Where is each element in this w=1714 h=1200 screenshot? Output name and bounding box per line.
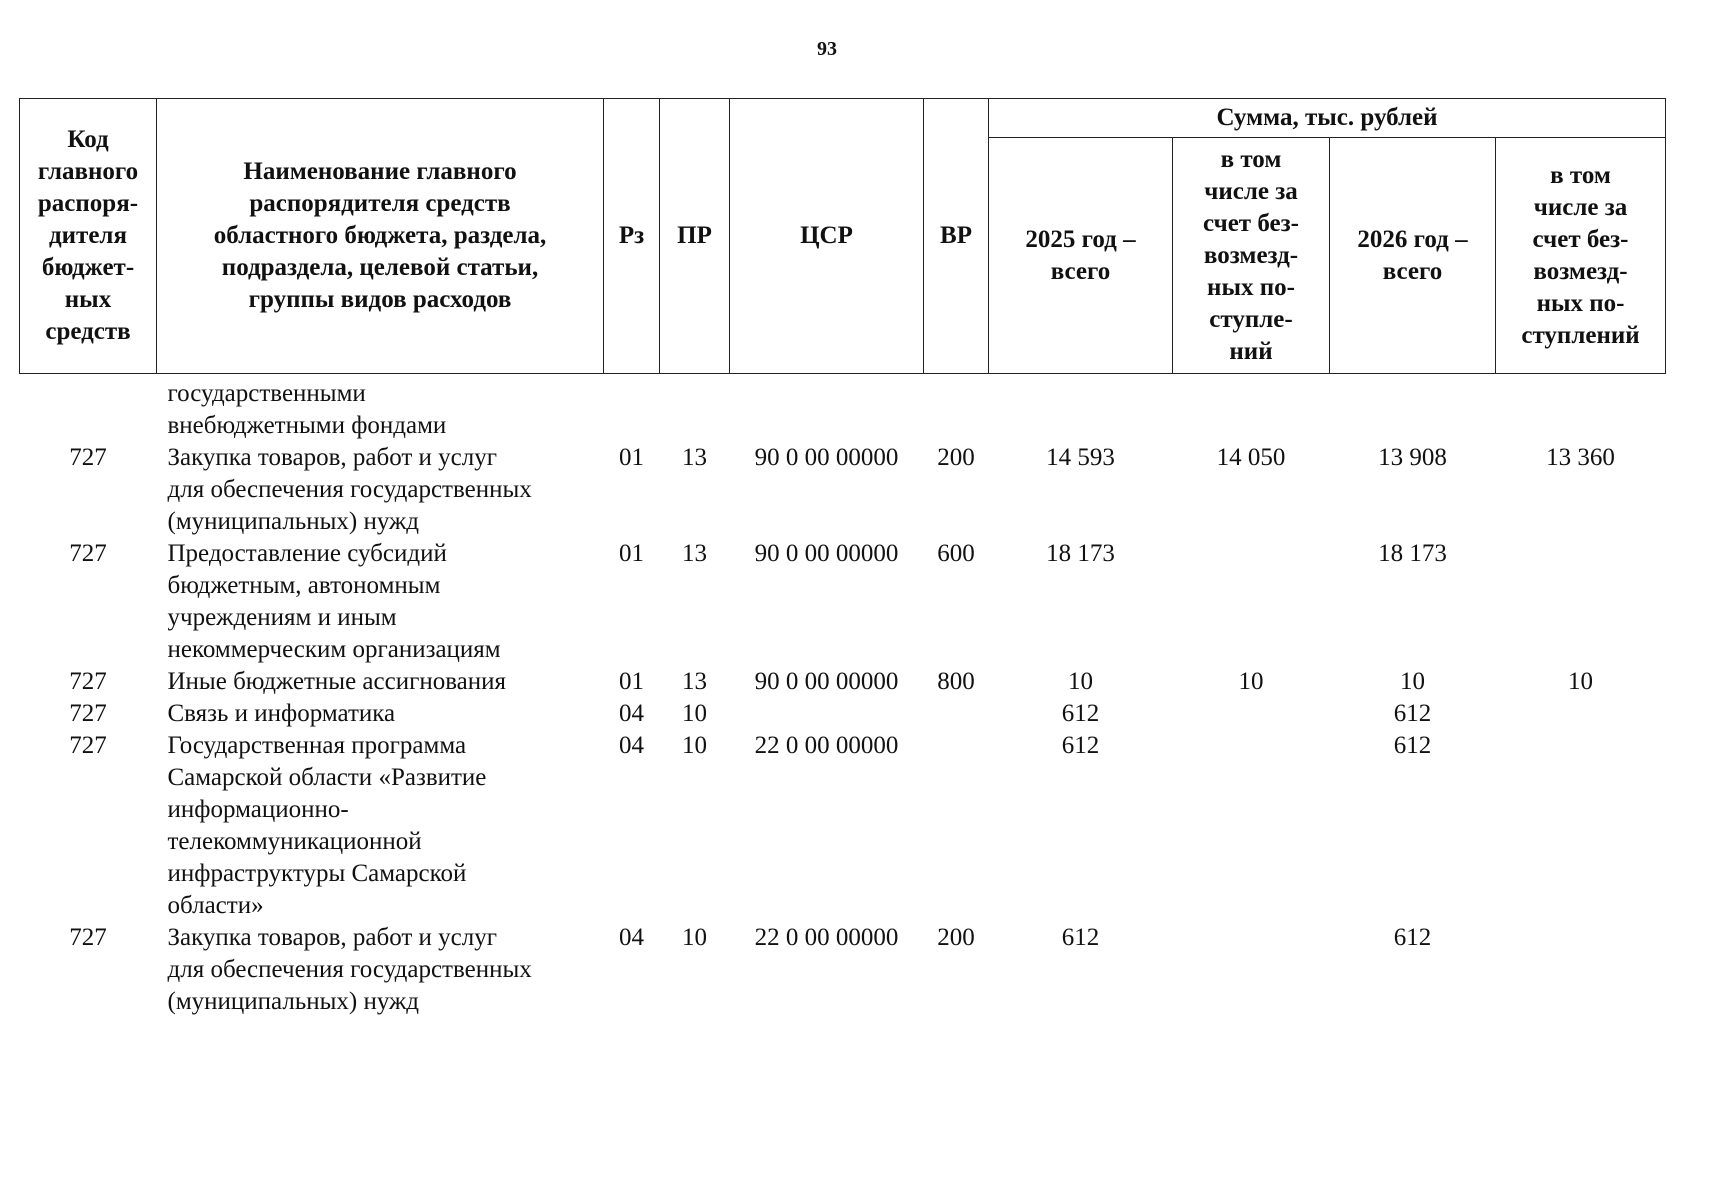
cell-vr: 800 bbox=[937, 668, 975, 695]
cell-2025-gratuitous: 10 bbox=[1238, 668, 1264, 695]
cell-2025-total bbox=[989, 374, 1173, 443]
cell-2026-total: 612 bbox=[1393, 924, 1432, 951]
table-row bbox=[20, 698, 1666, 730]
cell-2026-gratuitous bbox=[1496, 374, 1666, 443]
header-2025-gratuitous: в том числе за счет без- возмезд- ных по- ступле- ний bbox=[1173, 138, 1330, 374]
cell-name: Государственная программа Самарской области «Развитие информационно- телекоммуникационной инфраструктуры Самарской области» bbox=[167, 732, 487, 919]
cell-name: Иные бюджетные ассигнования bbox=[167, 668, 507, 695]
cell-name: Закупка товаров, работ и услуг для обеспечения государственных (муниципальных) нужд bbox=[167, 924, 532, 1015]
cell-csr bbox=[730, 698, 924, 730]
cell-2025-total: 10 bbox=[1068, 668, 1093, 695]
cell-code: 727 bbox=[69, 540, 107, 567]
cell-name: Закупка товаров, работ и услуг для обеспечения государственных (муниципальных) нужд bbox=[167, 444, 532, 535]
cell-name: Связь и информатика bbox=[167, 700, 396, 727]
cell-pr: 13 bbox=[682, 444, 707, 471]
cell-code bbox=[20, 374, 157, 443]
cell-2025-gratuitous bbox=[1173, 730, 1330, 922]
cell-2026-total: 13 908 bbox=[1378, 444, 1447, 471]
cell-vr: 200 bbox=[937, 924, 975, 951]
cell-2026-gratuitous bbox=[1496, 538, 1666, 666]
table-row bbox=[20, 922, 1666, 1018]
header-2025-total: 2025 год – всего bbox=[989, 138, 1173, 374]
cell-name: государственными внебюджетными фондами bbox=[167, 380, 447, 439]
header-name: Наименование главного распорядителя средств областного бюджета, раздела, подраздела, целевой статьи, группы видов расходов bbox=[157, 99, 604, 374]
cell-rz: 01 bbox=[619, 540, 644, 567]
cell-code: 727 bbox=[69, 668, 107, 695]
cell-2025-gratuitous bbox=[1173, 374, 1330, 443]
cell-code: 727 bbox=[69, 924, 107, 951]
cell-2025-gratuitous bbox=[1173, 922, 1330, 1018]
cell-code: 727 bbox=[69, 444, 107, 471]
cell-csr: 90 0 00 00000 bbox=[754, 540, 899, 567]
page-number: 93 bbox=[817, 38, 837, 60]
cell-rz: 04 bbox=[619, 732, 644, 759]
cell-rz: 01 bbox=[619, 444, 644, 471]
cell-pr: 13 bbox=[682, 668, 707, 695]
cell-pr: 10 bbox=[682, 732, 707, 759]
cell-name: Предоставление субсидий бюджетным, автономным учреждениям и иным некоммерческим организациям bbox=[167, 540, 501, 663]
cell-pr: 13 bbox=[682, 540, 707, 567]
header-2026-gratuitous: в том числе за счет без- возмезд- ных по- ступлений bbox=[1496, 138, 1666, 374]
cell-2025-total: 612 bbox=[1061, 700, 1100, 727]
cell-2026-gratuitous: 13 360 bbox=[1546, 444, 1615, 471]
cell-csr: 90 0 00 00000 bbox=[754, 668, 899, 695]
cell-2025-total: 612 bbox=[1061, 732, 1100, 759]
cell-rz: 04 bbox=[619, 924, 644, 951]
cell-pr bbox=[660, 374, 730, 443]
cell-2025-gratuitous bbox=[1173, 538, 1330, 666]
cell-2026-gratuitous bbox=[1496, 922, 1666, 1018]
cell-csr: 22 0 00 00000 bbox=[754, 924, 899, 951]
budget-table bbox=[19, 98, 1666, 1018]
header-vr: ВР bbox=[924, 99, 989, 374]
cell-2026-total: 18 173 bbox=[1378, 540, 1447, 567]
header-csr: ЦСР bbox=[730, 99, 924, 374]
table-row bbox=[20, 374, 1666, 443]
cell-vr: 200 bbox=[937, 444, 975, 471]
table-row bbox=[20, 666, 1666, 698]
cell-pr: 10 bbox=[682, 924, 707, 951]
cell-2026-total bbox=[1330, 374, 1496, 443]
cell-2026-gratuitous: 10 bbox=[1568, 668, 1594, 695]
cell-2026-gratuitous bbox=[1496, 730, 1666, 922]
header-pr: ПР bbox=[660, 99, 730, 374]
cell-code: 727 bbox=[69, 732, 107, 759]
cell-vr bbox=[924, 374, 989, 443]
cell-code: 727 bbox=[69, 700, 107, 727]
table-row bbox=[20, 730, 1666, 922]
cell-rz: 04 bbox=[619, 700, 644, 727]
table-body bbox=[20, 374, 1666, 1019]
cell-pr: 10 bbox=[682, 700, 707, 727]
cell-2025-gratuitous: 14 050 bbox=[1216, 444, 1286, 471]
cell-2026-total: 612 bbox=[1393, 732, 1432, 759]
cell-vr bbox=[924, 698, 989, 730]
table-row bbox=[20, 538, 1666, 666]
header-rz: Рз bbox=[604, 99, 660, 374]
header-2026-total: 2026 год – всего bbox=[1330, 138, 1496, 374]
cell-rz bbox=[604, 374, 660, 443]
cell-csr: 90 0 00 00000 bbox=[754, 444, 899, 471]
cell-vr bbox=[924, 730, 989, 922]
cell-2026-total: 10 bbox=[1400, 668, 1425, 695]
cell-2025-gratuitous bbox=[1173, 698, 1330, 730]
cell-vr: 600 bbox=[937, 540, 975, 567]
cell-2025-total: 14 593 bbox=[1046, 444, 1115, 471]
cell-2026-gratuitous bbox=[1496, 698, 1666, 730]
cell-2026-total: 612 bbox=[1393, 700, 1432, 727]
cell-2025-total: 612 bbox=[1061, 924, 1100, 951]
header-sum: Сумма, тыс. рублей bbox=[989, 99, 1666, 138]
table-row bbox=[20, 442, 1666, 538]
cell-csr: 22 0 00 00000 bbox=[754, 732, 899, 759]
cell-2025-total: 18 173 bbox=[1046, 540, 1115, 567]
cell-rz: 01 bbox=[619, 668, 644, 695]
header-code: Код главного распоря- дителя бюджет- ных средств bbox=[20, 99, 157, 374]
table-header bbox=[20, 99, 1666, 374]
cell-csr bbox=[730, 374, 924, 443]
